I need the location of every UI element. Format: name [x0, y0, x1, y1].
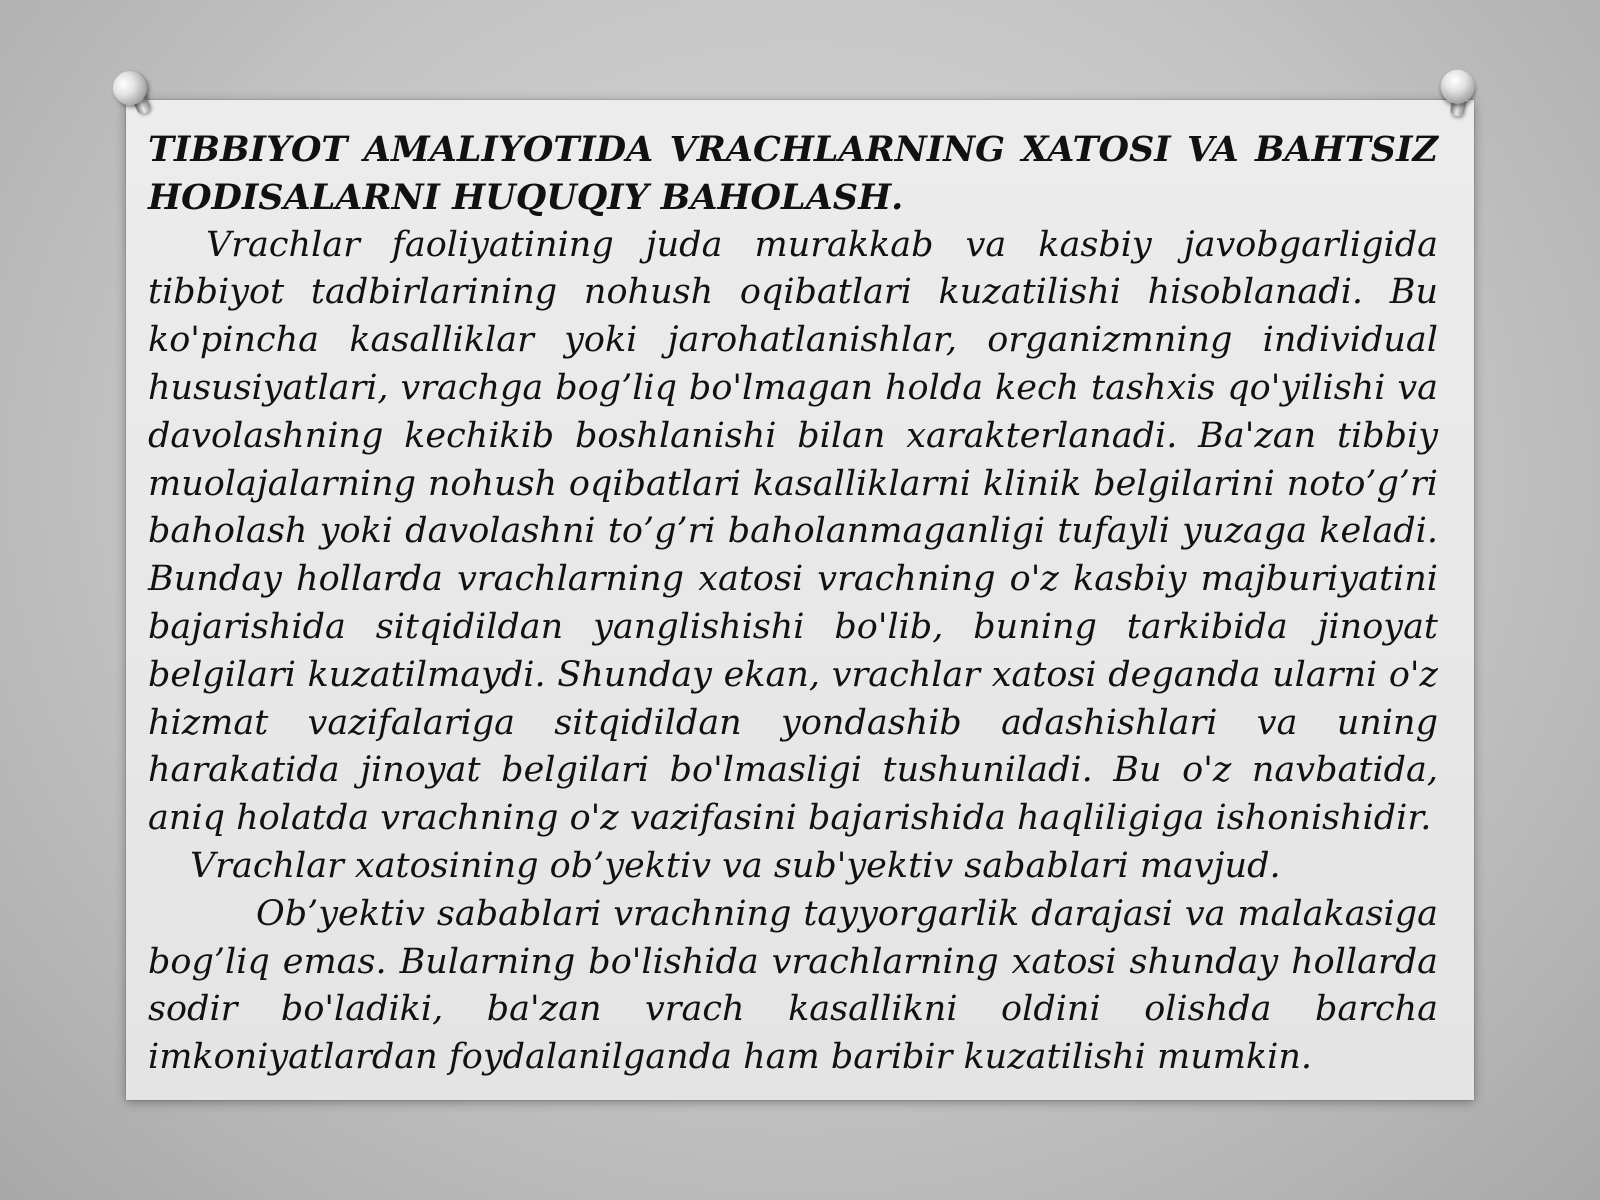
pushpin-right-icon — [1437, 67, 1481, 113]
slide-title: TIBBIYOT AMALIYOTIDA VRACHLARNING XATOSI VA BAHTSIZ HODISALARNI HUQUQIY BAHOLASH. — [148, 129, 1438, 218]
slide-text — [148, 126, 1438, 1082]
paragraph-1: Vrachlar faoliyatining juda murakkab va kasbiy javobgarligida tibbiyot tadbirlarining nohush oqibatlari kuzatilishi hisoblanadi. Bu ko'pincha kasalliklar yoki jarohatlanishlar, organizmning individual hususiyatlari, vrachga bog’liq bo'lmagan holda kech tashxis qo'yilishi va davolashning kechikib boshlanishi bilan xarakterlanadi. Ba'zan tibbiy muolajalarning nohush oqibatlari kasalliklarni klinik belgilarini noto’g’ri baholash yoki davolashni to’g’ri baholanmaganligi tufayli yuzaga keladi. Bunday hollarda vrachlarning xatosi vrachning o'z kasbiy majburiyatini bajarishida sitqidildan yanglishishi bo'lib, buning tarkibida jinoyat belgilari kuzatilmaydi. Shunday ekan, vrachlar xatosi deganda ularni o'z hizmat vazifalariga sitqidildan yondashib adashishlari va uning harakatida jinoyat belgilari bo'lmasligi tushuniladi. Bu o'z navbatida, aniq holatda vrachning o'z vazifasini bajarishida haqliligiga ishonishidir. — [148, 224, 1438, 839]
paragraph-3: Ob’yektiv sabablari vrachning tayyorgarlik darajasi va malakasiga bog’liq emas. Bularning bo'lishida vrachlarning xatosi shunday hollarda sodir bo'ladiki, ba'zan vrach kasallikni oldini olishda barcha imkoniyatlardan foydalanilganda ham baribir kuzatilishi mumkin. — [148, 893, 1438, 1078]
paragraph-2: Vrachlar xatosining ob’yektiv va sub'yektiv sabablari mavjud. — [190, 845, 1281, 886]
